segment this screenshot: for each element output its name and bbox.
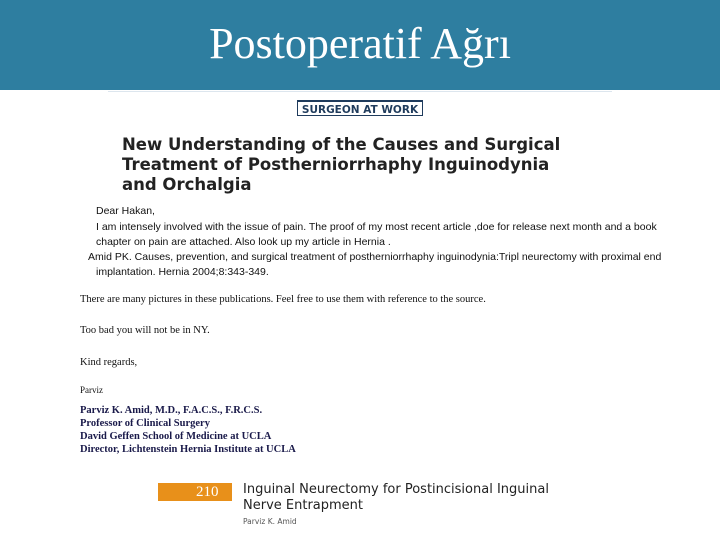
letter-regards: Kind regards, bbox=[80, 357, 138, 368]
letter-note: Too bad you will not be in NY. bbox=[80, 325, 210, 336]
letter-greeting: Dear Hakan, bbox=[96, 205, 155, 217]
letter-name: Parviz bbox=[80, 385, 103, 395]
heading-line: Treatment of Postherniorrhaphy Inguinodynia bbox=[122, 155, 550, 174]
signature-line: David Geffen School of Medicine at UCLA bbox=[80, 431, 272, 442]
section-tag: SURGEON AT WORK bbox=[297, 100, 423, 116]
slide-title: Postoperatif Ağrı bbox=[209, 19, 511, 68]
chapter-author: Parviz K. Amid bbox=[243, 517, 297, 526]
signature-block bbox=[80, 404, 296, 456]
heading-line: New Understanding of the Causes and Surgical bbox=[122, 135, 561, 154]
chapter-title: Inguinal Neurectomy for Postincisional Inguinal Nerve Entrapment bbox=[243, 482, 549, 513]
signature-line: Professor of Clinical Surgery bbox=[80, 418, 210, 429]
article-heading bbox=[122, 135, 582, 195]
letter-body-line: chapter on pain are attached. Also look up my article in Hernia . bbox=[96, 236, 391, 248]
letter-reference: implantation. Hernia 2004;8:343-349. bbox=[96, 266, 269, 278]
signature-line: Director, Lichtenstein Hernia Institute at UCLA bbox=[80, 444, 296, 455]
signature-line: Parviz K. Amid, M.D., F.A.C.S., F.R.C.S. bbox=[80, 405, 263, 416]
chapter-number: 210 bbox=[196, 484, 219, 500]
letter-body-line: I am intensely involved with the issue of pain. The proof of my most recent article ,doe for release next month and a book bbox=[96, 221, 657, 233]
letter-reference: Amid PK. Causes, prevention, and surgical treatment of postherniorrhaphy inguinodynia:Tripl neurectomy with proximal end bbox=[88, 251, 662, 263]
divider bbox=[108, 91, 612, 92]
heading-line: and Orchalgia bbox=[122, 175, 252, 194]
chapter-number-bar bbox=[158, 483, 232, 501]
letter-pictures-note: There are many pictures in these publications. Feel free to use them with reference to the source. bbox=[80, 294, 486, 305]
